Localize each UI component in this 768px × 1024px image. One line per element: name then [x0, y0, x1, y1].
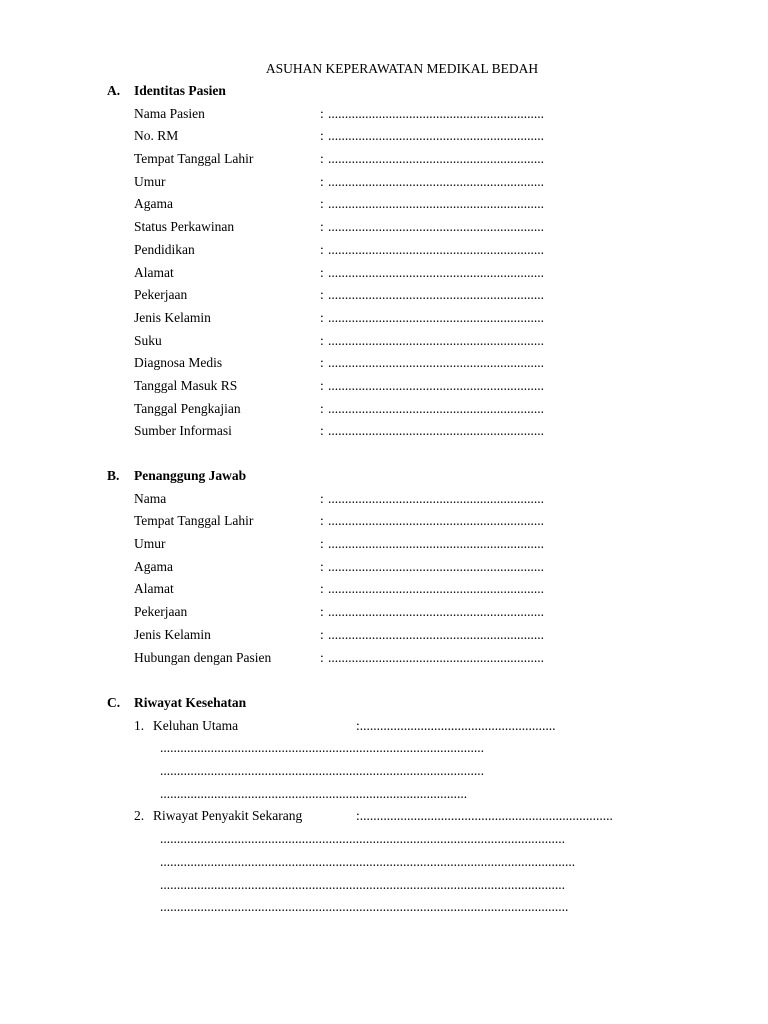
subitem-label: Riwayat Penyakit Sekarang	[153, 808, 303, 824]
field-blank: ................................................................	[328, 332, 544, 348]
field-label: Hubungan dengan Pasien	[134, 649, 272, 665]
field-blank: ................................................................	[328, 105, 544, 121]
field-label: Pendidikan	[134, 241, 195, 257]
field-label: Agama	[134, 196, 173, 212]
field-separator: :	[320, 581, 324, 597]
field-separator: :	[320, 558, 324, 574]
field-separator: :	[320, 241, 324, 257]
field-label: Alamat	[134, 264, 174, 280]
blank-line-dots: ................................................................................................	[160, 740, 484, 756]
field-separator: :	[320, 128, 324, 144]
field-blank: ................................................................	[328, 355, 544, 371]
field-label: Diagnosa Medis	[134, 355, 223, 371]
field-label: Sumber Informasi	[134, 423, 232, 439]
section-riwayat-kesehatan	[107, 692, 707, 919]
subitem-keluhan-utama	[107, 715, 707, 738]
field-tanggal-pengkajian	[107, 398, 707, 421]
field-alamat	[107, 578, 707, 601]
section-letter: A.	[107, 83, 121, 98]
field-no-rm	[107, 125, 707, 148]
field-separator: :	[320, 649, 324, 665]
field-alamat	[107, 262, 707, 285]
section-heading	[107, 465, 707, 488]
field-separator: :	[320, 490, 324, 506]
field-blank: ................................................................	[328, 490, 544, 506]
blank-line-dots: .........................................................................................................................	[160, 899, 569, 915]
field-separator: :	[320, 332, 324, 348]
blank-line	[107, 851, 707, 874]
field-blank: ................................................................	[328, 377, 544, 393]
blank-line-dots: ...........................................................................................	[160, 785, 468, 801]
field-label: Suku	[134, 332, 162, 348]
field-label: Jenis Kelamin	[134, 626, 211, 642]
field-pekerjaan	[107, 601, 707, 624]
field-nama	[107, 488, 707, 511]
field-separator: :	[320, 355, 324, 371]
field-separator: :	[320, 287, 324, 303]
field-blank: ................................................................	[328, 536, 544, 552]
field-blank: ................................................................	[328, 581, 544, 597]
field-blank: ................................................................	[328, 173, 544, 189]
field-separator: :	[320, 423, 324, 439]
field-separator: :	[320, 173, 324, 189]
field-blank: ................................................................	[328, 400, 544, 416]
field-separator: :	[320, 513, 324, 529]
field-blank: ................................................................	[328, 604, 544, 620]
field-blank: ................................................................	[328, 219, 544, 235]
field-label: Tanggal Masuk RS	[134, 377, 238, 393]
field-label: Agama	[134, 558, 173, 574]
section-letter: B.	[107, 468, 120, 483]
section-heading	[107, 692, 707, 715]
field-separator: :	[320, 196, 324, 212]
subitem-blank: :...........................................................................	[356, 808, 613, 824]
blank-line	[107, 874, 707, 897]
field-sumber-informasi	[107, 420, 707, 443]
blank-line	[107, 896, 707, 919]
field-label: No. RM	[134, 128, 179, 144]
section-heading	[107, 80, 707, 103]
field-jenis-kelamin	[107, 307, 707, 330]
blank-line	[107, 760, 707, 783]
subitem-riwayat-penyakit-sekarang	[107, 805, 707, 828]
field-separator: :	[320, 377, 324, 393]
blank-line	[107, 828, 707, 851]
field-tanggal-masuk-rs	[107, 375, 707, 398]
field-blank: ................................................................	[328, 287, 544, 303]
field-separator: :	[320, 151, 324, 167]
field-label: Pekerjaan	[134, 287, 188, 303]
field-tempat-tanggal-lahir	[107, 148, 707, 171]
field-separator: :	[320, 264, 324, 280]
field-jenis-kelamin	[107, 624, 707, 647]
field-separator: :	[320, 309, 324, 325]
blank-line	[107, 783, 707, 806]
blank-line-dots: ........................................................................................................................	[160, 831, 565, 847]
subitem-number: 2.	[134, 808, 145, 824]
field-label: Tempat Tanggal Lahir	[134, 151, 254, 167]
field-blank: ................................................................	[328, 558, 544, 574]
section-letter: C.	[107, 695, 121, 710]
field-agama	[107, 556, 707, 579]
field-blank: ................................................................	[328, 649, 544, 665]
field-blank: ................................................................	[328, 128, 544, 144]
field-status-perkawinan	[107, 216, 707, 239]
blank-line-dots: ........................................................................................................................	[160, 876, 565, 892]
field-label: Tanggal Pengkajian	[134, 400, 241, 416]
field-separator: :	[320, 626, 324, 642]
section-penanggung-jawab	[107, 465, 707, 669]
field-label: Umur	[134, 536, 166, 552]
field-label: Status Perkawinan	[134, 219, 235, 235]
field-blank: ................................................................	[328, 423, 544, 439]
field-hubungan-dengan-pasien	[107, 647, 707, 670]
field-agama	[107, 193, 707, 216]
subitem-blank: :..........................................................	[356, 717, 556, 733]
document-title: ASUHAN KEPERAWATAN MEDIKAL BEDAH	[265, 61, 539, 76]
field-diagnosa-medis	[107, 352, 707, 375]
field-separator: :	[320, 400, 324, 416]
field-blank: ................................................................	[328, 513, 544, 529]
field-umur	[107, 171, 707, 194]
blank-line-dots: ................................................................................................	[160, 763, 484, 779]
field-blank: ................................................................	[328, 151, 544, 167]
field-tempat-tanggal-lahir	[107, 510, 707, 533]
blank-line	[107, 737, 707, 760]
field-nama-pasien	[107, 103, 707, 126]
field-umur	[107, 533, 707, 556]
field-label: Umur	[134, 173, 166, 189]
subitem-label: Keluhan Utama	[153, 717, 239, 733]
section-title: Riwayat Kesehatan	[134, 695, 247, 710]
field-pekerjaan	[107, 284, 707, 307]
field-blank: ................................................................	[328, 264, 544, 280]
section-title: Identitas Pasien	[134, 83, 226, 98]
field-label: Alamat	[134, 581, 174, 597]
subitem-number: 1.	[134, 717, 145, 733]
field-blank: ................................................................	[328, 196, 544, 212]
field-label: Pekerjaan	[134, 604, 188, 620]
field-separator: :	[320, 536, 324, 552]
field-separator: :	[320, 105, 324, 121]
field-label: Nama	[134, 490, 167, 506]
field-blank: ................................................................	[328, 626, 544, 642]
field-suku	[107, 330, 707, 353]
field-pendidikan	[107, 239, 707, 262]
field-separator: :	[320, 604, 324, 620]
field-separator: :	[320, 219, 324, 235]
field-blank: ................................................................	[328, 309, 544, 325]
field-label: Tempat Tanggal Lahir	[134, 513, 254, 529]
section-identitas-pasien	[107, 80, 707, 443]
field-label: Nama Pasien	[134, 105, 205, 121]
field-label: Jenis Kelamin	[134, 309, 211, 325]
field-blank: ................................................................	[328, 241, 544, 257]
blank-line-dots: ...........................................................................................................................	[160, 853, 576, 869]
section-title: Penanggung Jawab	[134, 468, 247, 483]
